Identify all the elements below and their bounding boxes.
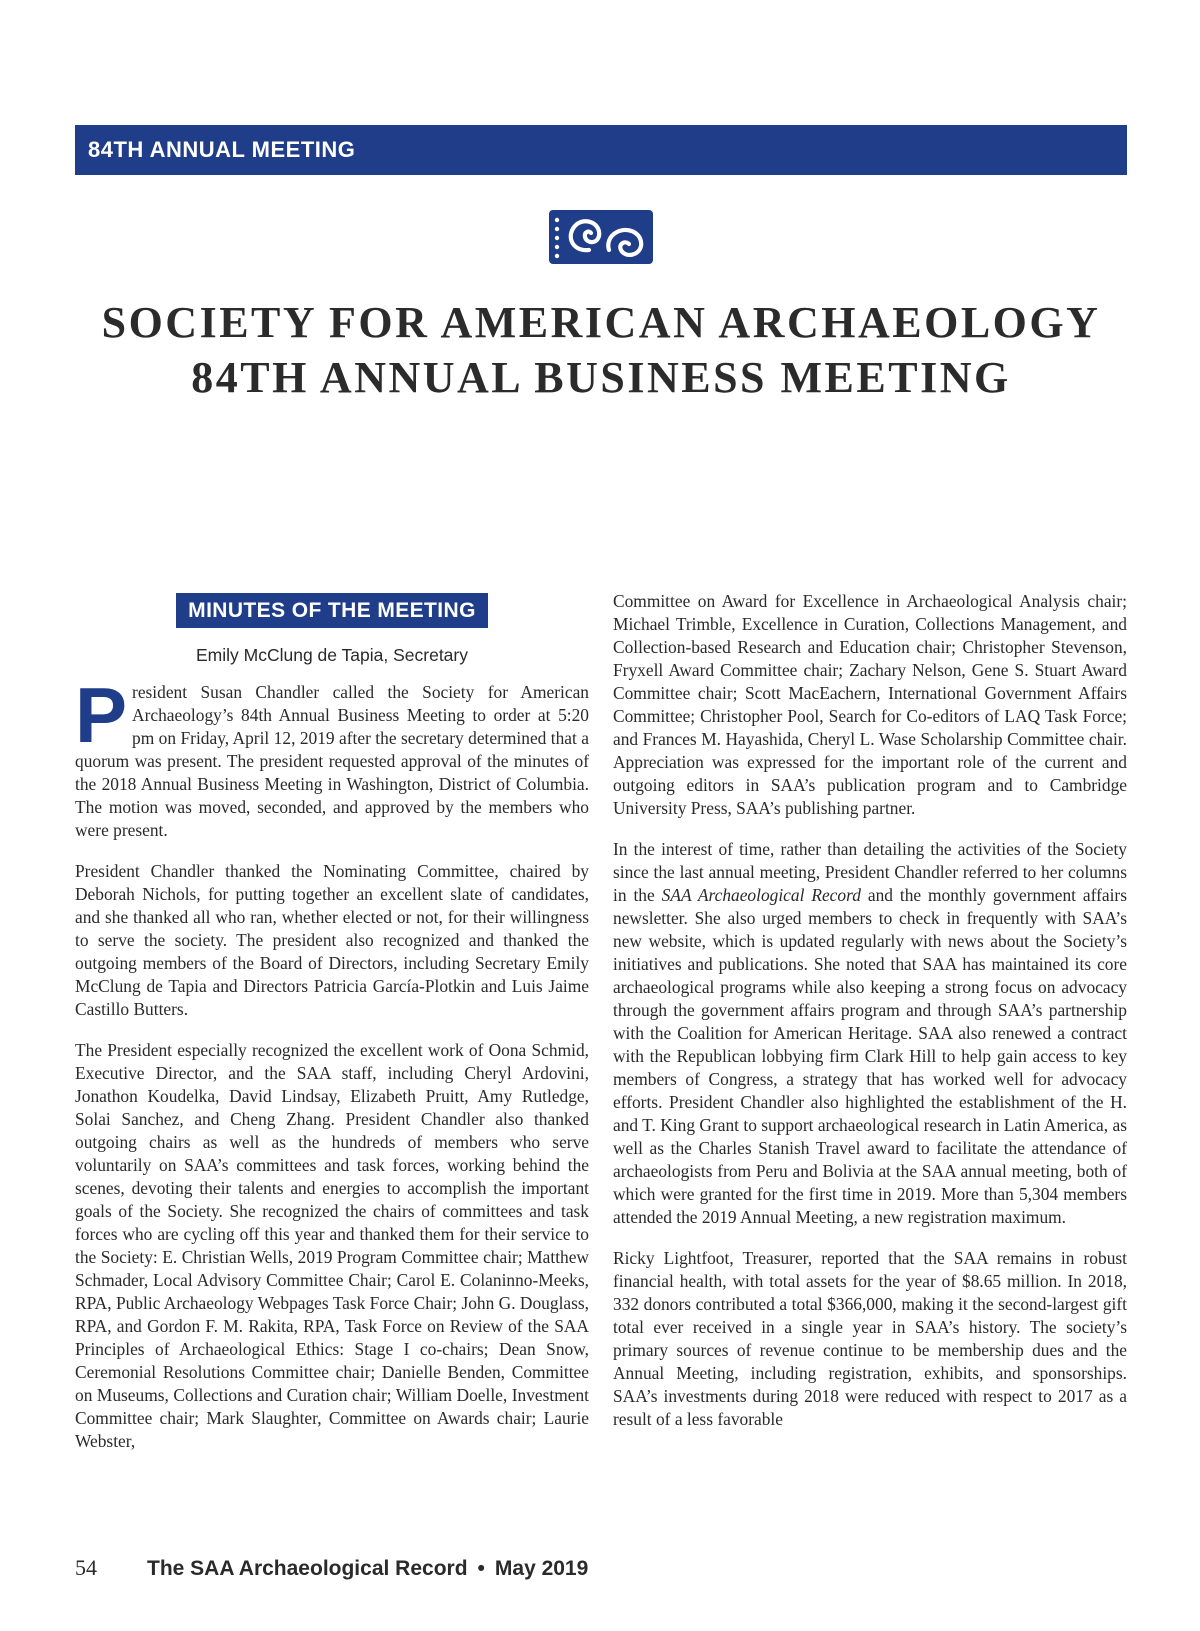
- paragraph-1-text: resident Susan Chandler called the Society for American Archaeology’s 84th Annual Business Meeting to order at 5:20 pm on Friday, April 12, 2019 after the secretary determined that a quorum was present. The president requested approval of the minutes of the 2018 Annual Business Meeting in Washington, District of Columbia. The motion was moved, seconded, and approved by the members who were present.: [75, 682, 589, 840]
- footer-bullet: •: [477, 1557, 485, 1580]
- section-label: 84TH ANNUAL MEETING: [88, 137, 356, 162]
- publication-title-italic: SAA Archaeological Record: [661, 885, 861, 905]
- footer-issue: May 2019: [494, 1557, 589, 1580]
- footer-publication: The SAA Archaeological Record: [147, 1557, 468, 1580]
- right-column: [613, 590, 1127, 1449]
- title-line-2: 84TH ANNUAL BUSINESS MEETING: [191, 353, 1011, 402]
- spiral-logo-icon: [549, 210, 653, 264]
- left-column: [75, 588, 589, 1471]
- paragraph-recognitions: The President especially recognized the excellent work of Oona Schmid, Executive Director, and the SAA staff, including Cheryl Ardovini, Jonathon Koudelka, David Lindsay, Elizabeth Pruitt, Amy Rutledge, Solai Sanchez, and Cheng Zhang. President Chandler also thanked outgoing chairs as well as the hundreds of members who serve voluntarily on SAA’s committees and task forces, working behind the scenes, devoting their talents and energies to accomplish the important goals of the Society. She recognized the chairs of committees and task forces who are cycling off this year and thanked them for their service to the Society: E. Christian Wells, 2019 Program Committee chair; Matthew Schmader, Local Advisory Committee Chair; Carol E. Colaninno-Meeks, RPA, Public Archaeology Webpages Task Force Chair; John G. Douglass, RPA, and Gordon F. M. Rakita, RPA, Task Force on Review of the SAA Principles of Archaeological Ethics: Stage I co-chairs; Dean Snow, Ceremonial Resolutions Committee chair; Danielle Benden, Committee on Museums, Collections and Curation chair; William Doelle, Investment Committee chair; Mark Slaughter, Committee on Awards chair; Laurie Webster,: [75, 1040, 589, 1451]
- paragraph-committee-chairs: Committee on Award for Excellence in Archaeological Analysis chair; Michael Trimble, Excellence in Curation, Collections Management, and Collection-based Research and Education chair; Christopher Stevenson, Fryxell Award Committee chair; Zachary Nelson, Gene S. Stuart Award Committee chair; Scott MacEachern, International Government Affairs Committee; Christopher Pool, Search for Co-editors of LAQ Task Force; and Frances M. Hayashida, Cheryl L. Wase Scholarship Committee chair. Appreciation was expressed for the important role of the current and outgoing editors in SAA’s publication program and to Cambridge University Press, SAA’s publishing partner.: [613, 591, 1127, 818]
- paragraph-5-text-b: and the monthly government affairs newsletter. She also urged members to check in frequently with SAA’s new website, which is updated regularly with news about the Society’s initiatives and publications. She noted that SAA has maintained its core archaeological programs while also keeping a strong focus on advocacy through the government affairs program and through SAA’s partnership with the Coalition for American Heritage. SAA also renewed a contract with the Republican lobbying firm Clark Hill to help gain access to key members of Congress, a strategy that has worked well for advocacy efforts. President Chandler also highlighted the establishment of the H. and T. King Grant to support archaeological research in Latin America, as well as the Charles Stanish Travel award to facilitate the attendance of archaeologists from Peru and Bolivia at the SAA annual meeting, both of which were granted for the first time in 2019. More than 5,304 members attended the 2019 Annual Meeting, a new registration maximum.: [613, 885, 1127, 1227]
- paragraph-treasurer-report: Ricky Lightfoot, Treasurer, reported that the SAA remains in robust financial health, with total assets for the year of $8.65 million. In 2018, 332 donors contributed a total $366,000, making it the second-largest gift total ever received in a single year in SAA’s history. The society’s primary sources of revenue continue to be membership dues and the Annual Meeting, including registration, exhibits, and sponsorships. SAA’s investments during 2018 were reduced with respect to 2017 as a result of a less favorable: [613, 1248, 1127, 1429]
- author-byline: Emily McClung de Tapia, Secretary: [195, 645, 468, 665]
- paragraph-5-text-a: In the interest of time, rather than detailing the activities of the Society since the last annual meeting, President Chandler referred to her columns in the: [613, 839, 1127, 905]
- section-header-bar: [75, 125, 1127, 175]
- paragraph-society-activities: [613, 838, 1127, 1229]
- page-title: [75, 295, 1127, 405]
- drop-cap: P: [75, 671, 128, 759]
- paragraph-nominating-committee: President Chandler thanked the Nominating Committee, chaired by Deborah Nichols, for putting together an excellent slate of candidates, and she thanked all who ran, whether elected or not, for their willingness to serve the society. The president also recognized and thanked the outgoing members of the Board of Directors, including Secretary Emily McClung de Tapia and Directors Patricia García-Plotkin and Luis Jaime Castillo Butters.: [75, 861, 589, 1019]
- page-footer: [75, 1555, 588, 1585]
- page-number: 54: [75, 1555, 97, 1580]
- minutes-heading: MINUTES OF THE MEETING: [176, 593, 488, 628]
- paragraph-call-to-order: [75, 671, 589, 842]
- title-line-1: SOCIETY FOR AMERICAN ARCHAEOLOGY: [101, 298, 1101, 347]
